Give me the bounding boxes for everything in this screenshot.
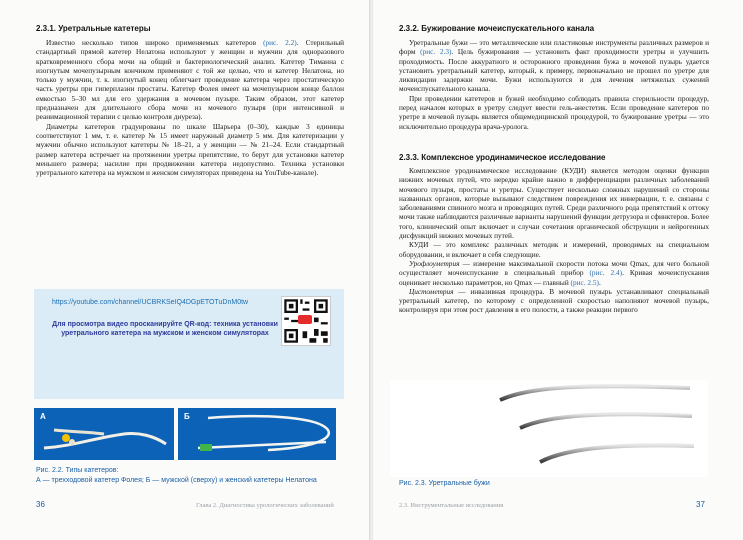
figure-2-2-caption-title: Рис. 2.2. Типы катетеров: (36, 467, 119, 474)
qr-caption: Для просмотра видео просканируйте QR-код: техника установки уретрального катетера на мужском и женском симуляторах (52, 321, 278, 337)
urethral-bougies-illustration (390, 380, 708, 477)
text-run: . Стерильный стандартный прямой катетер Нелатона используют у женщин и мужчин для одноразового кратковременного сбора мочи на общий и бактериологический анализ. Катетер Тиманна с изогнутым мочепузырным кончиком применяют с той же целью, что и катетер Нелатона, но только у мужчин, т. к. изогнутый конец облегчает проведение катетера через простатическую часть уретры при гиперплазии простаты. Катетер Фолея имеет на мочепузырном конце баллон емкостью 5–30 мл для его удержания в мочевом пузыре. Таким образом, этот катетер предназначен для длительного сбора мочи из мочевого пузыря (при интенсивной и реанимационной терапии с целью контроля диуреза). (36, 38, 344, 122)
section-heading-2-3-3: 2.3.3. Комплексное уродинамическое исследование (399, 153, 606, 162)
running-footer-left: Глава 2. Диагностика урологических заболеваний (196, 502, 334, 509)
text-run: Известно несколько типов широко применяемых катетеров (46, 38, 264, 47)
section-heading-2-3-2: 2.3.2. Бужирование мочеиспускательного канала (399, 24, 595, 33)
term-uroflowmetry: Урофлоуметрия (409, 258, 460, 268)
figure-photo-b (178, 408, 336, 460)
text-run: . Цель бужирования — установить факт проходимости уретры и улучшить проходимость. После аккуратного и осторожного проведения бужа в мочевой пузырь удается установить уретральный катетер, который, к примеру, первоначально не прошел по уретре для ликвидации задержки мочи. Бужи используются и для лечения нетяжелых сужений мочеиспускательного канала. (399, 47, 709, 94)
figure-2-3-photo (390, 380, 708, 477)
right-paragraph-3: Комплексное уродинамическое исследование (КУДИ) является методом оценки функции нижних мочевых путей, что нередко крайне важно в дифференциации различных заболеваний мочевого пузыря, простаты и уретры. Существует несколько сложных нарушений со стороны названных органов, которые вызывают следствием повреждения их иннервации, т. е. связаны с заболеваниями спинного мозга и проводящих путей. Среди различного рода препятствий к оттоку мочи также наблюдаются различные варианты нарушений функции детрузора и сфинктеров. Более того, клинический опыт включает и случаи сочетания органической обструкции и нейрогенных дисфункций нижних мочевых путей. (399, 166, 709, 241)
left-page (0, 0, 370, 540)
figure-2-2-caption-desc: А — трехходовой катетер Фолея; Б — мужской (сверху) и женский катетеры Нелатона (36, 477, 317, 484)
text-run: . (598, 277, 601, 287)
youtube-link[interactable]: https://youtube.com/channel/UCBRKSeIQ4DGpETOTuDnM0tw (52, 299, 249, 306)
right-paragraph-5 (399, 259, 709, 287)
right-body-text-lower (399, 166, 709, 315)
text-run: — измерение максимальной скорости потока мочи Qmax, для чего больной осуществляет мочеиспускание в специальный прибор (399, 258, 709, 278)
foley-catheter-illustration (34, 408, 174, 460)
right-paragraph-2: При проведении катетеров и бужей необходимо соблюдать правила стерильности процедур, перед началом которых в уретру следует ввести гель-анестетик. Если проведение катетеров по уретре в мочевой пузырь является общемедицинской процедурой, то бужирование уретры — это исключительно процедура врача-уролога. (399, 93, 709, 131)
section-heading-2-3-1: 2.3.1. Уретральные катетеры (36, 24, 151, 33)
youtube-play-icon (298, 315, 312, 324)
left-paragraph-2: Диаметры катетеров градуированы по шкале Шарьера (0–30), каждые 3 единицы соответствуют 1 мм, т. е. катетер № 15 имеет наружный диаметр 5 мм. Для катетеризации у мужчин обычно используют катетеры № 18–21, а у женщин — № 21–24. Если стандартный размер катетера встречает на протяжении уретры препятствие, то берут для установки катетер меньшего размера; насилие при продвижении катетера недопустимо. Техника установки уретрального катетера на мужском и женском симуляторах приведена на YouTube-канале). (36, 121, 344, 178)
right-body-text-upper (399, 38, 709, 131)
right-paragraph-4: КУДИ — это комплекс различных методик и измерений, проводимых на специальном оборудовании, и включает в себя следующие. (399, 240, 709, 259)
right-paragraph-6 (399, 287, 709, 315)
page-number-right: 37 (696, 500, 705, 509)
figure-photo-a (34, 408, 174, 460)
left-body-text (36, 38, 344, 177)
photo-label-a: А (40, 412, 46, 421)
term-cystometry: Цистометрия (409, 286, 454, 296)
text-run: Уретральные бужи — это металлические или пластиковые инструменты различных размеров и форм (399, 38, 709, 57)
right-paragraph-1 (399, 38, 709, 94)
page-number-left: 36 (36, 500, 45, 509)
figure-2-3-caption: Рис. 2.3. Уретральные бужи (399, 480, 490, 487)
figure-reference-link[interactable]: (рис. 2.2) (263, 38, 297, 47)
figure-reference-link[interactable]: (рис. 2.5) (570, 277, 599, 287)
figure-reference-link[interactable]: (рис. 2.3) (420, 47, 452, 57)
nelaton-catheters-illustration (178, 408, 336, 460)
text-run: . Кривая мочеиспускания оценивает несколько параметров, но Qmax — главный (399, 268, 709, 287)
figure-reference-link[interactable]: (рис. 2.4) (589, 268, 623, 278)
running-footer-right: 2.3. Инструментальные исследования (399, 502, 504, 509)
photo-label-b: Б (184, 412, 190, 421)
text-run: — инвазивная процедура. В мочевой пузырь устанавливают специальный уретральный катетер, по которому с определенной скоростью наполняют мочевой пузырь, контролируя при этом рост давления в его полости, а также реакции первого (399, 286, 709, 315)
left-paragraph-1 (36, 38, 344, 122)
